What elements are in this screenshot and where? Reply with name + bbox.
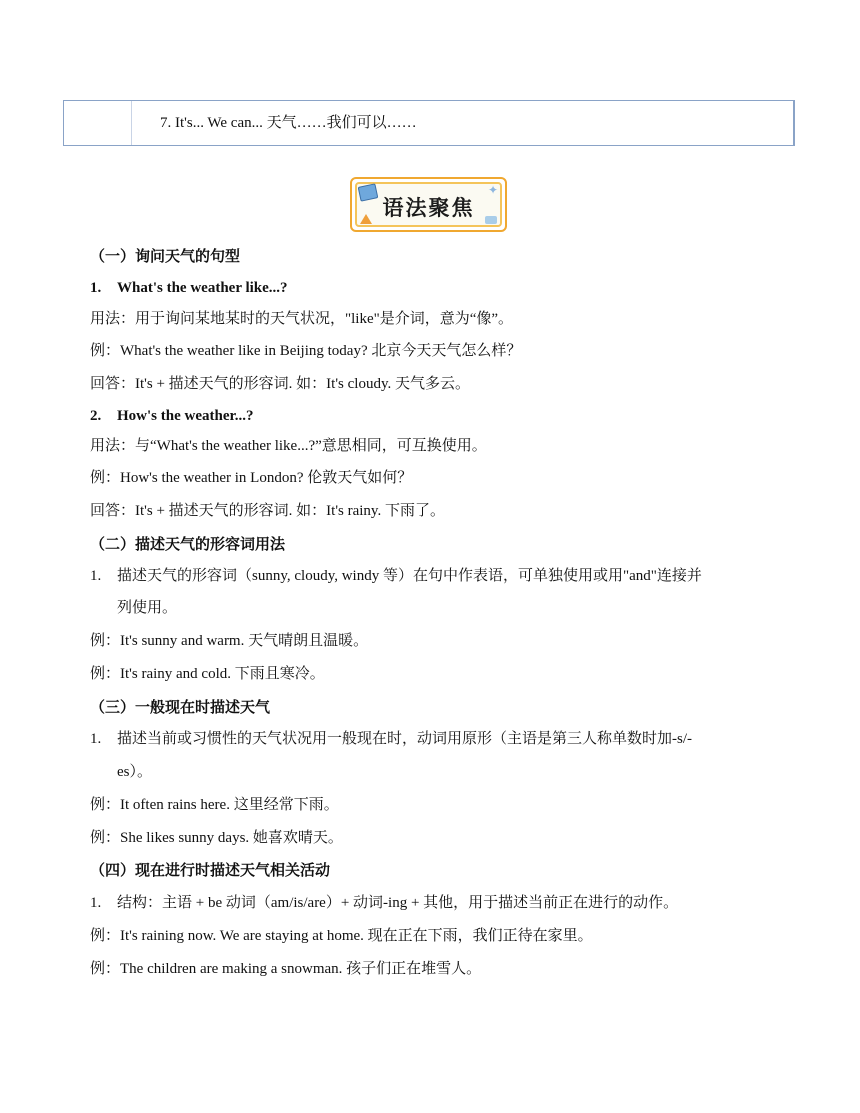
s1-item-1-number: 1. [90, 280, 102, 296]
s1-item-2-title: How's the weather...? [117, 408, 254, 424]
section-2-heading: （二）描述天气的形容词用法 [90, 535, 286, 553]
s4-item-1-number: 1. [90, 895, 102, 911]
s3-item-1-text: 描述当前或习惯性的天气状况用一般现在时，动词用原形（主语是第三人称单数时加-s/- [117, 731, 692, 747]
s4-example-2: 例：The children are making a snowman. 孩子们正在堆雪人。 [90, 961, 482, 977]
s4-example-1: 例：It's raining now. We are staying at home. 现在正在下雨，我们正待在家里。 [90, 928, 593, 944]
s3-item-1-continued: es）。 [117, 764, 152, 780]
section-4-heading: （四）现在进行时描述天气相关活动 [90, 861, 331, 879]
s2-example-2: 例：It's rainy and cold. 下雨且寒冷。 [90, 666, 325, 682]
s3-example-1: 例：It often rains here. 这里经常下雨。 [90, 797, 339, 813]
s3-item-1 [90, 729, 692, 749]
banner-title: 语法聚焦 [382, 196, 475, 220]
s4-item-1 [90, 893, 678, 913]
s1-item-2-number: 2. [90, 408, 102, 424]
s1-item-2-usage: 用法：与“What's the weather like...?”意思相同，可互换使用。 [90, 438, 487, 454]
s2-item-1 [90, 566, 702, 586]
s1-item-1-usage: 用法：用于询问某地某时的天气状况，"like"是介词，意为“像”。 [90, 311, 514, 327]
s1-item-1-example: 例：What's the weather like in Beijing today? 北京今天天气怎么样？ [90, 343, 522, 359]
s3-item-1-number: 1. [90, 731, 102, 747]
vocab-table [63, 100, 795, 146]
s1-item-2-answer: 回答：It's + 描述天气的形容词. 如：It's rainy. 下雨了。 [90, 503, 445, 519]
s1-item-2 [90, 406, 254, 426]
section-3-heading: （三）一般现在时描述天气 [90, 698, 271, 716]
s3-example-2: 例：She likes sunny days. 她喜欢晴天。 [90, 830, 343, 846]
grammar-focus-banner [350, 177, 507, 232]
s1-item-1-title: What's the weather like...? [117, 280, 288, 296]
s1-item-1-answer: 回答：It's + 描述天气的形容词. 如：It's cloudy. 天气多云。 [90, 376, 470, 392]
s2-item-1-text: 描述天气的形容词（sunny, cloudy, windy 等）在句中作表语，可单独使用或用"and"连接并 [117, 568, 702, 584]
s1-item-2-example: 例：How's the weather in London? 伦敦天气如何？ [90, 470, 413, 486]
s1-item-1 [90, 278, 288, 298]
sparkle-icon: ✦ [487, 183, 498, 197]
section-1-heading: （一）询问天气的句型 [90, 247, 241, 265]
s4-item-1-text: 结构：主语 + be 动词（am/is/are）+ 动词-ing + 其他，用于描述当前正在进行的动作。 [117, 895, 679, 911]
table-row-text: 7. It's... We can... 天气……我们可以…… [160, 115, 417, 131]
s2-item-1-continued: 列使用。 [117, 600, 178, 616]
s2-item-1-number: 1. [90, 568, 102, 584]
s2-example-1: 例：It's sunny and warm. 天气晴朗且温暖。 [90, 633, 369, 649]
table-left-cell [64, 101, 132, 145]
